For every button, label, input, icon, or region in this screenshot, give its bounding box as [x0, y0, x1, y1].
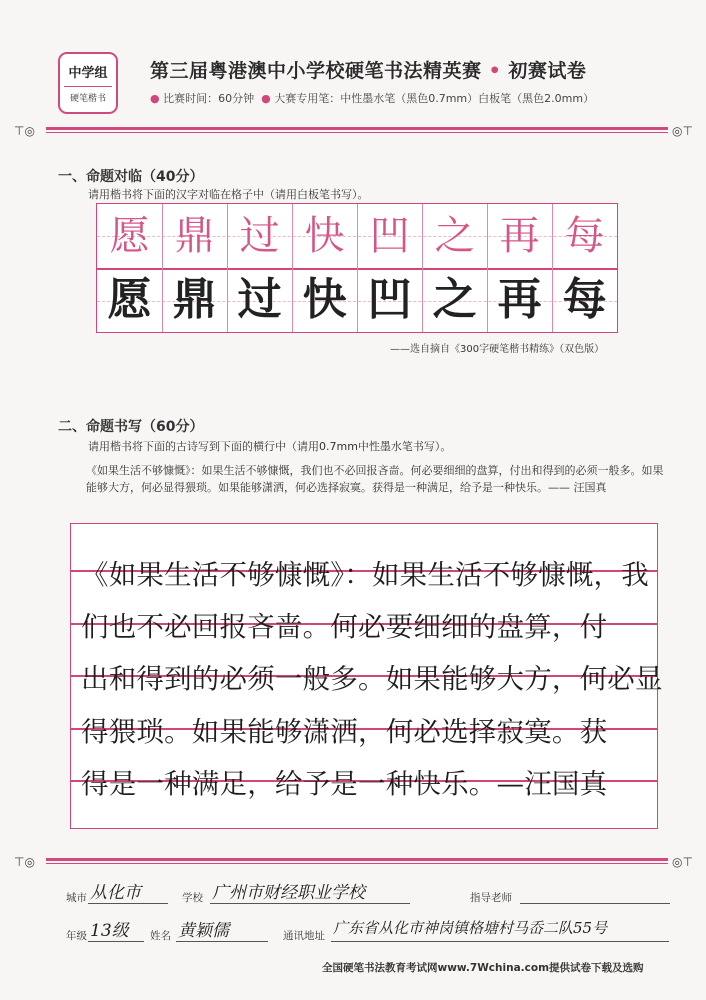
- writing-box: [70, 523, 663, 829]
- address-label: 通讯地址: [283, 930, 325, 942]
- copied-char: 每: [562, 274, 607, 325]
- school-label: 学校: [182, 892, 203, 904]
- exam-pens: 大赛专用笔：中性墨水笔（黑色0.7mm）白板笔（黑色2.0mm）: [274, 92, 595, 105]
- grade-underline: [88, 941, 144, 942]
- grade-value[interactable]: 13级: [90, 921, 129, 941]
- title-separator: •: [488, 60, 502, 82]
- title-main: 第三届粤港澳中小学校硬笔书法精英赛: [150, 60, 482, 82]
- city-value[interactable]: 从化市: [90, 883, 141, 903]
- name-underline: [176, 941, 268, 942]
- exam-time: 比赛时间：60分钟: [163, 92, 255, 105]
- section1-heading: 一、命题对临（40分）: [58, 169, 204, 185]
- bottom-rule-thin: [46, 863, 668, 864]
- city-underline: [88, 903, 168, 904]
- badge-divider: [64, 86, 112, 87]
- footer-note: 全国硬笔书法教育考试网www.7Wchina.com提供试卷下载及选购: [322, 962, 644, 974]
- reference-char: 鼎: [174, 213, 215, 259]
- reference-char: 每: [564, 213, 605, 259]
- bullet-icon: ●: [150, 92, 160, 105]
- reference-char: 凹: [369, 213, 410, 259]
- badge-style-label: 硬笔楷书: [69, 94, 106, 104]
- section2-heading: 二、命题书写（60分）: [58, 419, 204, 435]
- section2-instruction: 请用楷书将下面的古诗写到下面的横行中（请用0.7mm中性墨水笔书写）。: [88, 440, 452, 453]
- top-rule: [46, 127, 668, 130]
- section1-instruction: 请用楷书将下面的汉字对临在格子中（请用白板笔书写）。: [88, 188, 369, 201]
- scroll-ornament-icon: ⊤◎: [14, 124, 35, 138]
- copied-char: 再: [497, 274, 542, 325]
- address-underline: [331, 941, 669, 942]
- reference-char: 愿: [109, 213, 150, 259]
- school-underline: [210, 903, 410, 904]
- exam-info: [150, 90, 594, 106]
- bottom-rule: [46, 858, 668, 861]
- address-value[interactable]: 广东省从化市神岗镇格塘村马岙二队55号: [333, 919, 608, 937]
- poem-text: 《如果生活不够慷慨》：如果生活不够慷慨，我们也不必回报吝啬。何必要细细的盘算，付出和得到的必须一般多。如果能够大方，何必显得猥琐。如果能够潇洒，何必选择寂寞。获得是一种满足，给予是一种快乐。—— 汪国真: [86, 464, 664, 494]
- written-line: 们也不必回报吝啬。何必要细细的盘算，付: [81, 611, 608, 643]
- city-label: 城市: [66, 892, 87, 904]
- copied-char: 鼎: [172, 274, 217, 325]
- written-line: 得是一种满足，给予是一种快乐。—汪国真: [81, 768, 608, 800]
- grade-label: 年级: [66, 930, 87, 942]
- reference-char: 快: [304, 213, 345, 259]
- copied-char: 快: [302, 274, 347, 325]
- scroll-ornament-icon: ⊤◎: [14, 855, 35, 869]
- badge-group-label: 中学组: [68, 66, 108, 81]
- written-line: 出和得到的必须一般多。如果能够大方，何必显: [81, 663, 663, 695]
- teacher-underline: [520, 903, 670, 904]
- scroll-ornament-icon: ◎⊤: [672, 855, 693, 869]
- copied-char: 过: [237, 274, 282, 325]
- title-sub: 初赛试卷: [508, 60, 587, 82]
- name-value[interactable]: 黄颖儒: [178, 921, 229, 941]
- copy-grid: [96, 203, 618, 333]
- copied-char: 之: [432, 274, 477, 325]
- name-label: 姓名: [150, 930, 171, 942]
- reference-char: 过: [239, 213, 280, 259]
- reference-char: 再: [499, 213, 540, 259]
- copied-char: 愿: [107, 274, 152, 325]
- top-rule-thin: [46, 132, 668, 133]
- scroll-ornament-icon: ◎⊤: [672, 124, 693, 138]
- copied-char: 凹: [367, 274, 412, 325]
- page-title: [150, 56, 586, 83]
- written-line: 得猥琐。如果能够潇洒，何必选择寂寞。获: [81, 716, 608, 748]
- school-value[interactable]: 广州市财经职业学校: [212, 883, 365, 903]
- reference-char: 之: [434, 213, 475, 259]
- source-citation: ——选自摘自《300字硬笔楷书精练》（双色版）: [390, 344, 605, 355]
- bullet-icon: ●: [261, 92, 271, 105]
- group-badge: [58, 52, 118, 114]
- written-line: 《如果生活不够慷慨》：如果生活不够慷慨，我: [81, 559, 649, 591]
- teacher-label: 指导老师: [470, 892, 512, 904]
